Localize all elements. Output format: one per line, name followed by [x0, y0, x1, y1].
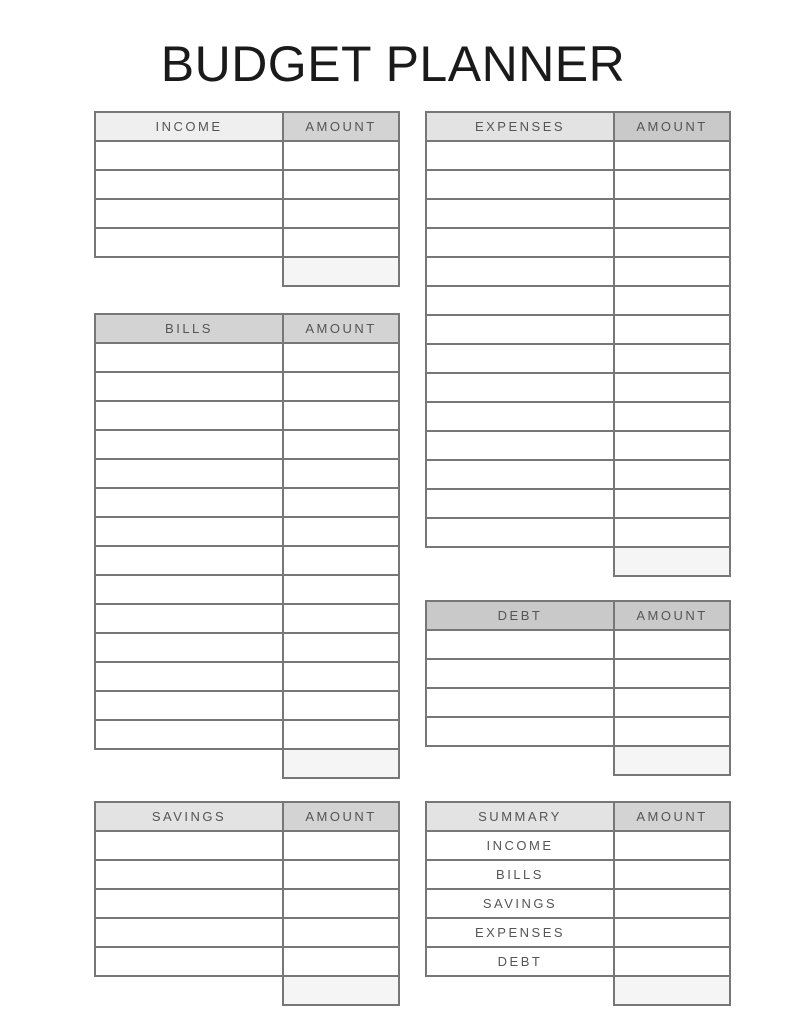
expenses-amount-cell[interactable]: [614, 460, 730, 489]
income-total-row: [95, 257, 399, 286]
expenses-total-row: [426, 547, 730, 576]
expenses-item-cell[interactable]: [426, 170, 614, 199]
summary-amount-cell[interactable]: [614, 889, 730, 918]
bills-row: [95, 546, 399, 575]
savings-amount-cell[interactable]: [283, 860, 399, 889]
bills-row: [95, 691, 399, 720]
expenses-row: [426, 286, 730, 315]
expenses-item-cell[interactable]: [426, 141, 614, 170]
summary-item-label: INCOME: [426, 831, 614, 860]
summary-amount-cell[interactable]: [614, 947, 730, 976]
debt-item-cell[interactable]: [426, 659, 614, 688]
bills-item-cell[interactable]: [95, 720, 283, 749]
bills-item-cell[interactable]: [95, 633, 283, 662]
expenses-amount-cell[interactable]: [614, 286, 730, 315]
debt-amount-cell[interactable]: [614, 717, 730, 746]
bills-total-row: [95, 749, 399, 778]
expenses-amount-cell[interactable]: [614, 228, 730, 257]
bills-item-cell[interactable]: [95, 401, 283, 430]
bills-row: [95, 604, 399, 633]
summary-row: [426, 918, 730, 947]
debt-row: [426, 717, 730, 746]
expenses-item-cell[interactable]: [426, 431, 614, 460]
bills-amount-cell[interactable]: [283, 662, 399, 691]
expenses-item-cell[interactable]: [426, 344, 614, 373]
expenses-amount-cell[interactable]: [614, 518, 730, 547]
expenses-total-spacer: [426, 547, 614, 576]
savings-amount-cell[interactable]: [283, 947, 399, 976]
expenses-item-cell[interactable]: [426, 286, 614, 315]
summary-item-label: EXPENSES: [426, 918, 614, 947]
bills-item-cell[interactable]: [95, 372, 283, 401]
bills-item-cell[interactable]: [95, 430, 283, 459]
expenses-row: [426, 460, 730, 489]
income-row: [95, 170, 399, 199]
savings-amount-cell[interactable]: [283, 831, 399, 860]
savings-amount-header: AMOUNT: [283, 802, 399, 831]
summary-total-row: [426, 976, 730, 1005]
summary-row: [426, 860, 730, 889]
bills-item-cell[interactable]: [95, 343, 283, 372]
bills-header: BILLS: [95, 314, 283, 343]
savings-item-cell[interactable]: [95, 831, 283, 860]
bills-row: [95, 575, 399, 604]
expenses-amount-cell[interactable]: [614, 257, 730, 286]
savings-row: [95, 947, 399, 976]
debt-total-row: [426, 746, 730, 775]
savings-row: [95, 860, 399, 889]
summary-row: [426, 947, 730, 976]
expenses-amount-cell[interactable]: [614, 489, 730, 518]
expenses-amount-cell[interactable]: [614, 373, 730, 402]
expenses-row: [426, 518, 730, 547]
summary-row: [426, 889, 730, 918]
bills-amount-cell[interactable]: [283, 720, 399, 749]
page-title: BUDGET PLANNER: [160, 36, 626, 92]
bills-amount-cell[interactable]: [283, 343, 399, 372]
bills-total-spacer: [95, 749, 283, 778]
summary-amount-cell[interactable]: [614, 918, 730, 947]
savings-total-cell[interactable]: [283, 976, 399, 1005]
bills-row: [95, 430, 399, 459]
expenses-item-cell[interactable]: [426, 315, 614, 344]
expenses-amount-cell[interactable]: [614, 315, 730, 344]
income-item-cell[interactable]: [95, 141, 283, 170]
bills-item-cell[interactable]: [95, 488, 283, 517]
expenses-row: [426, 228, 730, 257]
income-amount-cell[interactable]: [283, 141, 399, 170]
expenses-amount-cell[interactable]: [614, 170, 730, 199]
savings-row: [95, 918, 399, 947]
expenses-row: [426, 315, 730, 344]
expenses-amount-cell[interactable]: [614, 431, 730, 460]
bills-total-cell[interactable]: [283, 749, 399, 778]
summary-row: [426, 831, 730, 860]
debt-amount-cell[interactable]: [614, 659, 730, 688]
savings-header: SAVINGS: [95, 802, 283, 831]
bills-row: [95, 459, 399, 488]
bills-item-cell[interactable]: [95, 691, 283, 720]
income-item-cell[interactable]: [95, 170, 283, 199]
income-item-cell[interactable]: [95, 199, 283, 228]
expenses-header: EXPENSES: [426, 112, 614, 141]
summary-total-spacer: [426, 976, 614, 1005]
bills-item-cell[interactable]: [95, 517, 283, 546]
income-table: [94, 111, 400, 287]
expenses-row: [426, 402, 730, 431]
income-row: [95, 228, 399, 257]
income-amount-cell[interactable]: [283, 170, 399, 199]
debt-amount-cell[interactable]: [614, 688, 730, 717]
savings-total-row: [95, 976, 399, 1005]
summary-amount-header: AMOUNT: [614, 802, 730, 831]
expenses-row: [426, 199, 730, 228]
income-amount-header: AMOUNT: [283, 112, 399, 141]
debt-total-spacer: [426, 746, 614, 775]
bills-amount-cell[interactable]: [283, 488, 399, 517]
expenses-row: [426, 431, 730, 460]
summary-total-cell[interactable]: [614, 976, 730, 1005]
expenses-item-cell[interactable]: [426, 373, 614, 402]
expenses-row: [426, 489, 730, 518]
expenses-item-cell[interactable]: [426, 402, 614, 431]
income-row: [95, 199, 399, 228]
bills-amount-cell[interactable]: [283, 517, 399, 546]
expenses-item-cell[interactable]: [426, 257, 614, 286]
debt-amount-header: AMOUNT: [614, 601, 730, 630]
debt-amount-cell[interactable]: [614, 630, 730, 659]
debt-item-cell[interactable]: [426, 630, 614, 659]
bills-table: [94, 313, 400, 779]
bills-item-cell[interactable]: [95, 459, 283, 488]
bills-row: [95, 720, 399, 749]
bills-row: [95, 372, 399, 401]
expenses-table: [425, 111, 731, 577]
income-row: [95, 141, 399, 170]
bills-amount-header: AMOUNT: [283, 314, 399, 343]
bills-row: [95, 401, 399, 430]
expenses-total-cell[interactable]: [614, 547, 730, 576]
income-total-spacer: [95, 257, 283, 286]
summary-header: SUMMARY: [426, 802, 614, 831]
bills-amount-cell[interactable]: [283, 372, 399, 401]
debt-row: [426, 630, 730, 659]
savings-row: [95, 889, 399, 918]
income-item-cell[interactable]: [95, 228, 283, 257]
income-header: INCOME: [95, 112, 283, 141]
expenses-row: [426, 344, 730, 373]
savings-item-cell[interactable]: [95, 860, 283, 889]
income-total-cell[interactable]: [283, 257, 399, 286]
bills-item-cell[interactable]: [95, 604, 283, 633]
bills-row: [95, 488, 399, 517]
bills-amount-cell[interactable]: [283, 604, 399, 633]
expenses-amount-cell[interactable]: [614, 199, 730, 228]
bills-item-cell[interactable]: [95, 546, 283, 575]
bills-amount-cell[interactable]: [283, 575, 399, 604]
bills-row: [95, 633, 399, 662]
expenses-amount-header: AMOUNT: [614, 112, 730, 141]
debt-total-cell[interactable]: [614, 746, 730, 775]
expenses-item-cell[interactable]: [426, 518, 614, 547]
bills-amount-cell[interactable]: [283, 459, 399, 488]
bills-amount-cell[interactable]: [283, 401, 399, 430]
summary-table: [425, 801, 731, 1006]
savings-amount-cell[interactable]: [283, 918, 399, 947]
debt-table: [425, 600, 731, 776]
expenses-item-cell[interactable]: [426, 199, 614, 228]
debt-item-cell[interactable]: [426, 717, 614, 746]
savings-row: [95, 831, 399, 860]
summary-item-label: DEBT: [426, 947, 614, 976]
expenses-item-cell[interactable]: [426, 460, 614, 489]
savings-item-cell[interactable]: [95, 947, 283, 976]
expenses-amount-cell[interactable]: [614, 402, 730, 431]
expenses-item-cell[interactable]: [426, 489, 614, 518]
summary-item-label: BILLS: [426, 860, 614, 889]
bills-row: [95, 662, 399, 691]
expenses-row: [426, 141, 730, 170]
summary-amount-cell[interactable]: [614, 860, 730, 889]
bills-amount-cell[interactable]: [283, 546, 399, 575]
income-amount-cell[interactable]: [283, 228, 399, 257]
summary-amount-cell[interactable]: [614, 831, 730, 860]
bills-item-cell[interactable]: [95, 575, 283, 604]
expenses-amount-cell[interactable]: [614, 141, 730, 170]
savings-amount-cell[interactable]: [283, 889, 399, 918]
savings-item-cell[interactable]: [95, 889, 283, 918]
bills-row: [95, 517, 399, 546]
income-amount-cell[interactable]: [283, 199, 399, 228]
bills-amount-cell[interactable]: [283, 691, 399, 720]
summary-item-label: SAVINGS: [426, 889, 614, 918]
bills-amount-cell[interactable]: [283, 430, 399, 459]
bills-item-cell[interactable]: [95, 662, 283, 691]
expenses-row: [426, 373, 730, 402]
debt-item-cell[interactable]: [426, 688, 614, 717]
debt-row: [426, 659, 730, 688]
bills-row: [95, 343, 399, 372]
expenses-amount-cell[interactable]: [614, 344, 730, 373]
expenses-item-cell[interactable]: [426, 228, 614, 257]
expenses-row: [426, 170, 730, 199]
savings-total-spacer: [95, 976, 283, 1005]
savings-table: [94, 801, 400, 1006]
expenses-row: [426, 257, 730, 286]
savings-item-cell[interactable]: [95, 918, 283, 947]
debt-header: DEBT: [426, 601, 614, 630]
debt-row: [426, 688, 730, 717]
bills-amount-cell[interactable]: [283, 633, 399, 662]
